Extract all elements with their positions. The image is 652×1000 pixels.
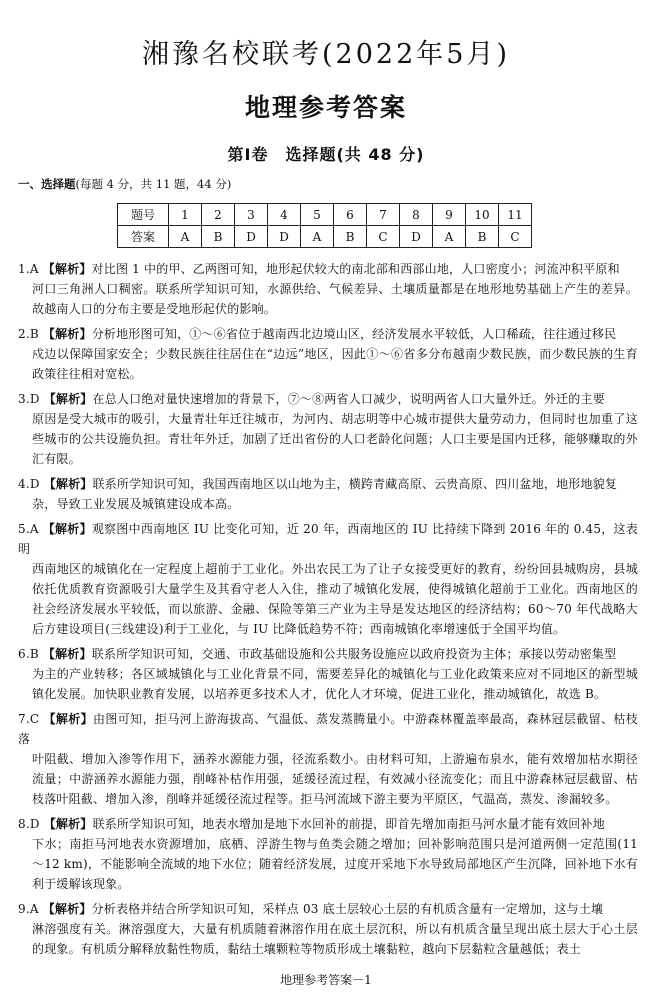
item-tag: 【解析】 (43, 712, 94, 726)
question-number: 6 (334, 204, 367, 226)
question-number: 5 (301, 204, 334, 226)
item-number: 8.D (18, 817, 40, 831)
item-text-rest: 原因是受大城市的吸引，大量青壮年迁往城市，为河内、胡志明等中心城市提供大量劳动力，但同时也加重了这些城市的公共设施负担。青壮年外迁，加剧了迁出省份的人口老龄化问题；人口主要是国内迁移，能够赚取的外汇有限。 (32, 412, 638, 466)
document-title: 地理参考答案 (244, 93, 407, 122)
item-text-first: 联系所学知识可知，交通、市政基础设施和公共服务设施应以政府投资为主体；承接以劳动密集型 (91, 647, 617, 661)
item-text-rest: 西南地区的城镇化在一定程度上超前于工业化。外出农民工为了让子女接受更好的教育，纷纷回县城购房，县城依托优质教育资源吸引大量学生及其看守老人入住，推动了城镇化发展，使得城镇化超前于工业化。西南地区的社会经济发展水平较低，而以旅游、金融、保险等第三产业为主导是发达地区的经济结构；60～70 年代战略大后方建设项目(三线建设)利于工业化，与 IU 比降低趋势不符；西南城镇化率增速低于全国平均值。 (32, 562, 638, 636)
item-tag: 【解析】 (42, 262, 92, 276)
item-text-rest: 戍边以保障国家安全；少数民族往往居住在“边远”地区，因此①～⑥省多分布越南少数民族，而少数民族的生育政策往往相对宽松。 (32, 347, 638, 381)
explanation-item (18, 519, 638, 639)
section-heading (18, 176, 231, 192)
item-text-rest: 河口三角洲人口稠密。联系所学知识可知，水源供给、气候差异、土壤质量都是在地形地势基础上产生的差异。故越南人口的分布主要是受地形起伏的影响。 (32, 282, 638, 316)
page-footer: 地理参考答案－1 (280, 973, 372, 987)
item-tag: 【解析】 (42, 902, 92, 916)
item-text-first: 分析地形图可知，①～⑥省位于越南西北边境山区，经济发展水平较低，人口稀疏，往往通过移民 (91, 327, 617, 341)
answer-table-answer-row (118, 226, 532, 248)
item-tag: 【解析】 (42, 327, 92, 341)
item-text-first: 联系所学知识可知，我国西南地区以山地为主，横跨青藏高原、云贵高原、四川盆地，地形地貌复 (92, 477, 618, 491)
item-text-first: 在总人口绝对量快速增加的背景下，⑦～⑧两省人口减少，说明两省人口大量外迁。外迁的主要 (92, 392, 605, 406)
item-text-first: 联系所学知识可知，地表水增加是地下水回补的前提，即首先增加南拒马河水量才能有效回补地 (92, 817, 605, 831)
item-number: 4.D (18, 477, 40, 491)
item-text-rest: 为主的产业转移；各区域城镇化与工业化背景不同，需要差异化的城镇化与工业化政策来应对不同地区的新型城镇化发展。加快职业教育发展，以培养更多技术人才，优化人才环境，促进工业化，推动城镇化，故选 B。 (32, 667, 638, 701)
explanation-item (18, 389, 638, 469)
item-number: 1.A (18, 262, 39, 276)
answer-cell: C (367, 226, 400, 248)
part-heading: 第Ⅰ卷 选择题(共 48 分) (227, 145, 425, 164)
section-label: 一、选择题 (18, 177, 76, 191)
question-number: 2 (202, 204, 235, 226)
item-text-rest: 下水；南拒马河地表水资源增加，底栖、浮游生物与鱼类会随之增加；回补影响范围只是河道两侧一定范围(11～12 km)，不能影响全流域的地下水位；随着经济发展，过度开采地下水导致局部地区产生沉降，回补地下水有利于缓解该现象。 (32, 837, 638, 891)
item-tag: 【解析】 (42, 647, 92, 661)
explanation-item (18, 644, 638, 704)
explanation-item (18, 259, 638, 319)
explanation-item (18, 899, 638, 959)
item-text-first: 由图可知，拒马河上游海拔高、气温低、蒸发蒸腾量小。中游森林覆盖率最高，森林冠层截留、枯枝落 (18, 712, 638, 746)
item-number: 7.C (18, 712, 40, 726)
item-number: 9.A (18, 902, 39, 916)
section-note: (每题 4 分，共 11 题，44 分) (75, 177, 232, 191)
item-number: 3.D (18, 392, 40, 406)
question-number: 9 (433, 204, 466, 226)
answer-table-number-row (118, 204, 532, 226)
item-number: 6.B (18, 647, 39, 661)
item-text-first: 观察图中西南地区 IU 比变化可知，近 20 年，西南地区的 IU 比持续下降到 2016 年的 0.45，这表明 (18, 522, 638, 556)
answer-cell: A (433, 226, 466, 248)
question-number: 11 (499, 204, 532, 226)
answer-cell: A (301, 226, 334, 248)
explanation-list (18, 259, 638, 964)
answer-cell: D (235, 226, 268, 248)
explanation-item (18, 474, 638, 514)
item-number: 5.A (18, 522, 39, 536)
answer-cell: B (334, 226, 367, 248)
item-tag: 【解析】 (43, 477, 93, 491)
row-label-number: 题号 (118, 204, 169, 226)
item-text-first: 分析表格并结合所学知识可知，采样点 03 底土层较心土层的有机质含量有一定增加，这与土壤 (91, 902, 604, 916)
explanation-item (18, 814, 638, 894)
item-text-first: 对比图 1 中的甲、乙两图可知，地形起伏较大的南北部和西部山地，人口密度小；河流冲积平原和 (91, 262, 620, 276)
item-text-rest: 叶阻截、增加入渗等作用下，涵养水源能力强，径流系数小。由材料可知，上游遍布泉水，能有效增加枯水期径流量；中游涵养水源能力强，削峰补枯作用强，延缓径流过程，有效减小径流变化；而且中游森林冠层截留、枯枝落叶阻截、增加入渗，削峰并延缓径流过程等。拒马河流域下游主要为平原区，气温高，蒸发、渗漏较多。 (32, 752, 638, 806)
question-number: 4 (268, 204, 301, 226)
question-number: 10 (466, 204, 499, 226)
item-tag: 【解析】 (42, 522, 92, 536)
question-number: 7 (367, 204, 400, 226)
answer-table (117, 203, 532, 248)
answer-cell: A (169, 226, 202, 248)
answer-cell: D (400, 226, 433, 248)
item-tag: 【解析】 (43, 392, 93, 406)
answer-cell: D (268, 226, 301, 248)
exam-title: 湘豫名校联考(2022年5月) (142, 39, 510, 70)
explanation-item (18, 709, 638, 809)
item-text-rest: 杂，导致工业发展及城镇建设成本高。 (32, 497, 240, 511)
answer-cell: C (499, 226, 532, 248)
item-text-rest: 淋溶强度有关。淋溶强度大，大量有机质随着淋溶作用在底土层沉积，所以有机质含量呈现出底土层大于心土层的现象。有机质分解释放黏性物质，黏结土壤颗粒等物质形成土壤黏粒，越向下层黏粒含量越低；表土 (32, 922, 638, 956)
item-number: 2.B (18, 327, 39, 341)
answer-cell: B (202, 226, 235, 248)
explanation-item (18, 324, 638, 384)
item-tag: 【解析】 (43, 817, 93, 831)
question-number: 3 (235, 204, 268, 226)
question-number: 8 (400, 204, 433, 226)
row-label-answer: 答案 (118, 226, 169, 248)
answer-cell: B (466, 226, 499, 248)
question-number: 1 (169, 204, 202, 226)
